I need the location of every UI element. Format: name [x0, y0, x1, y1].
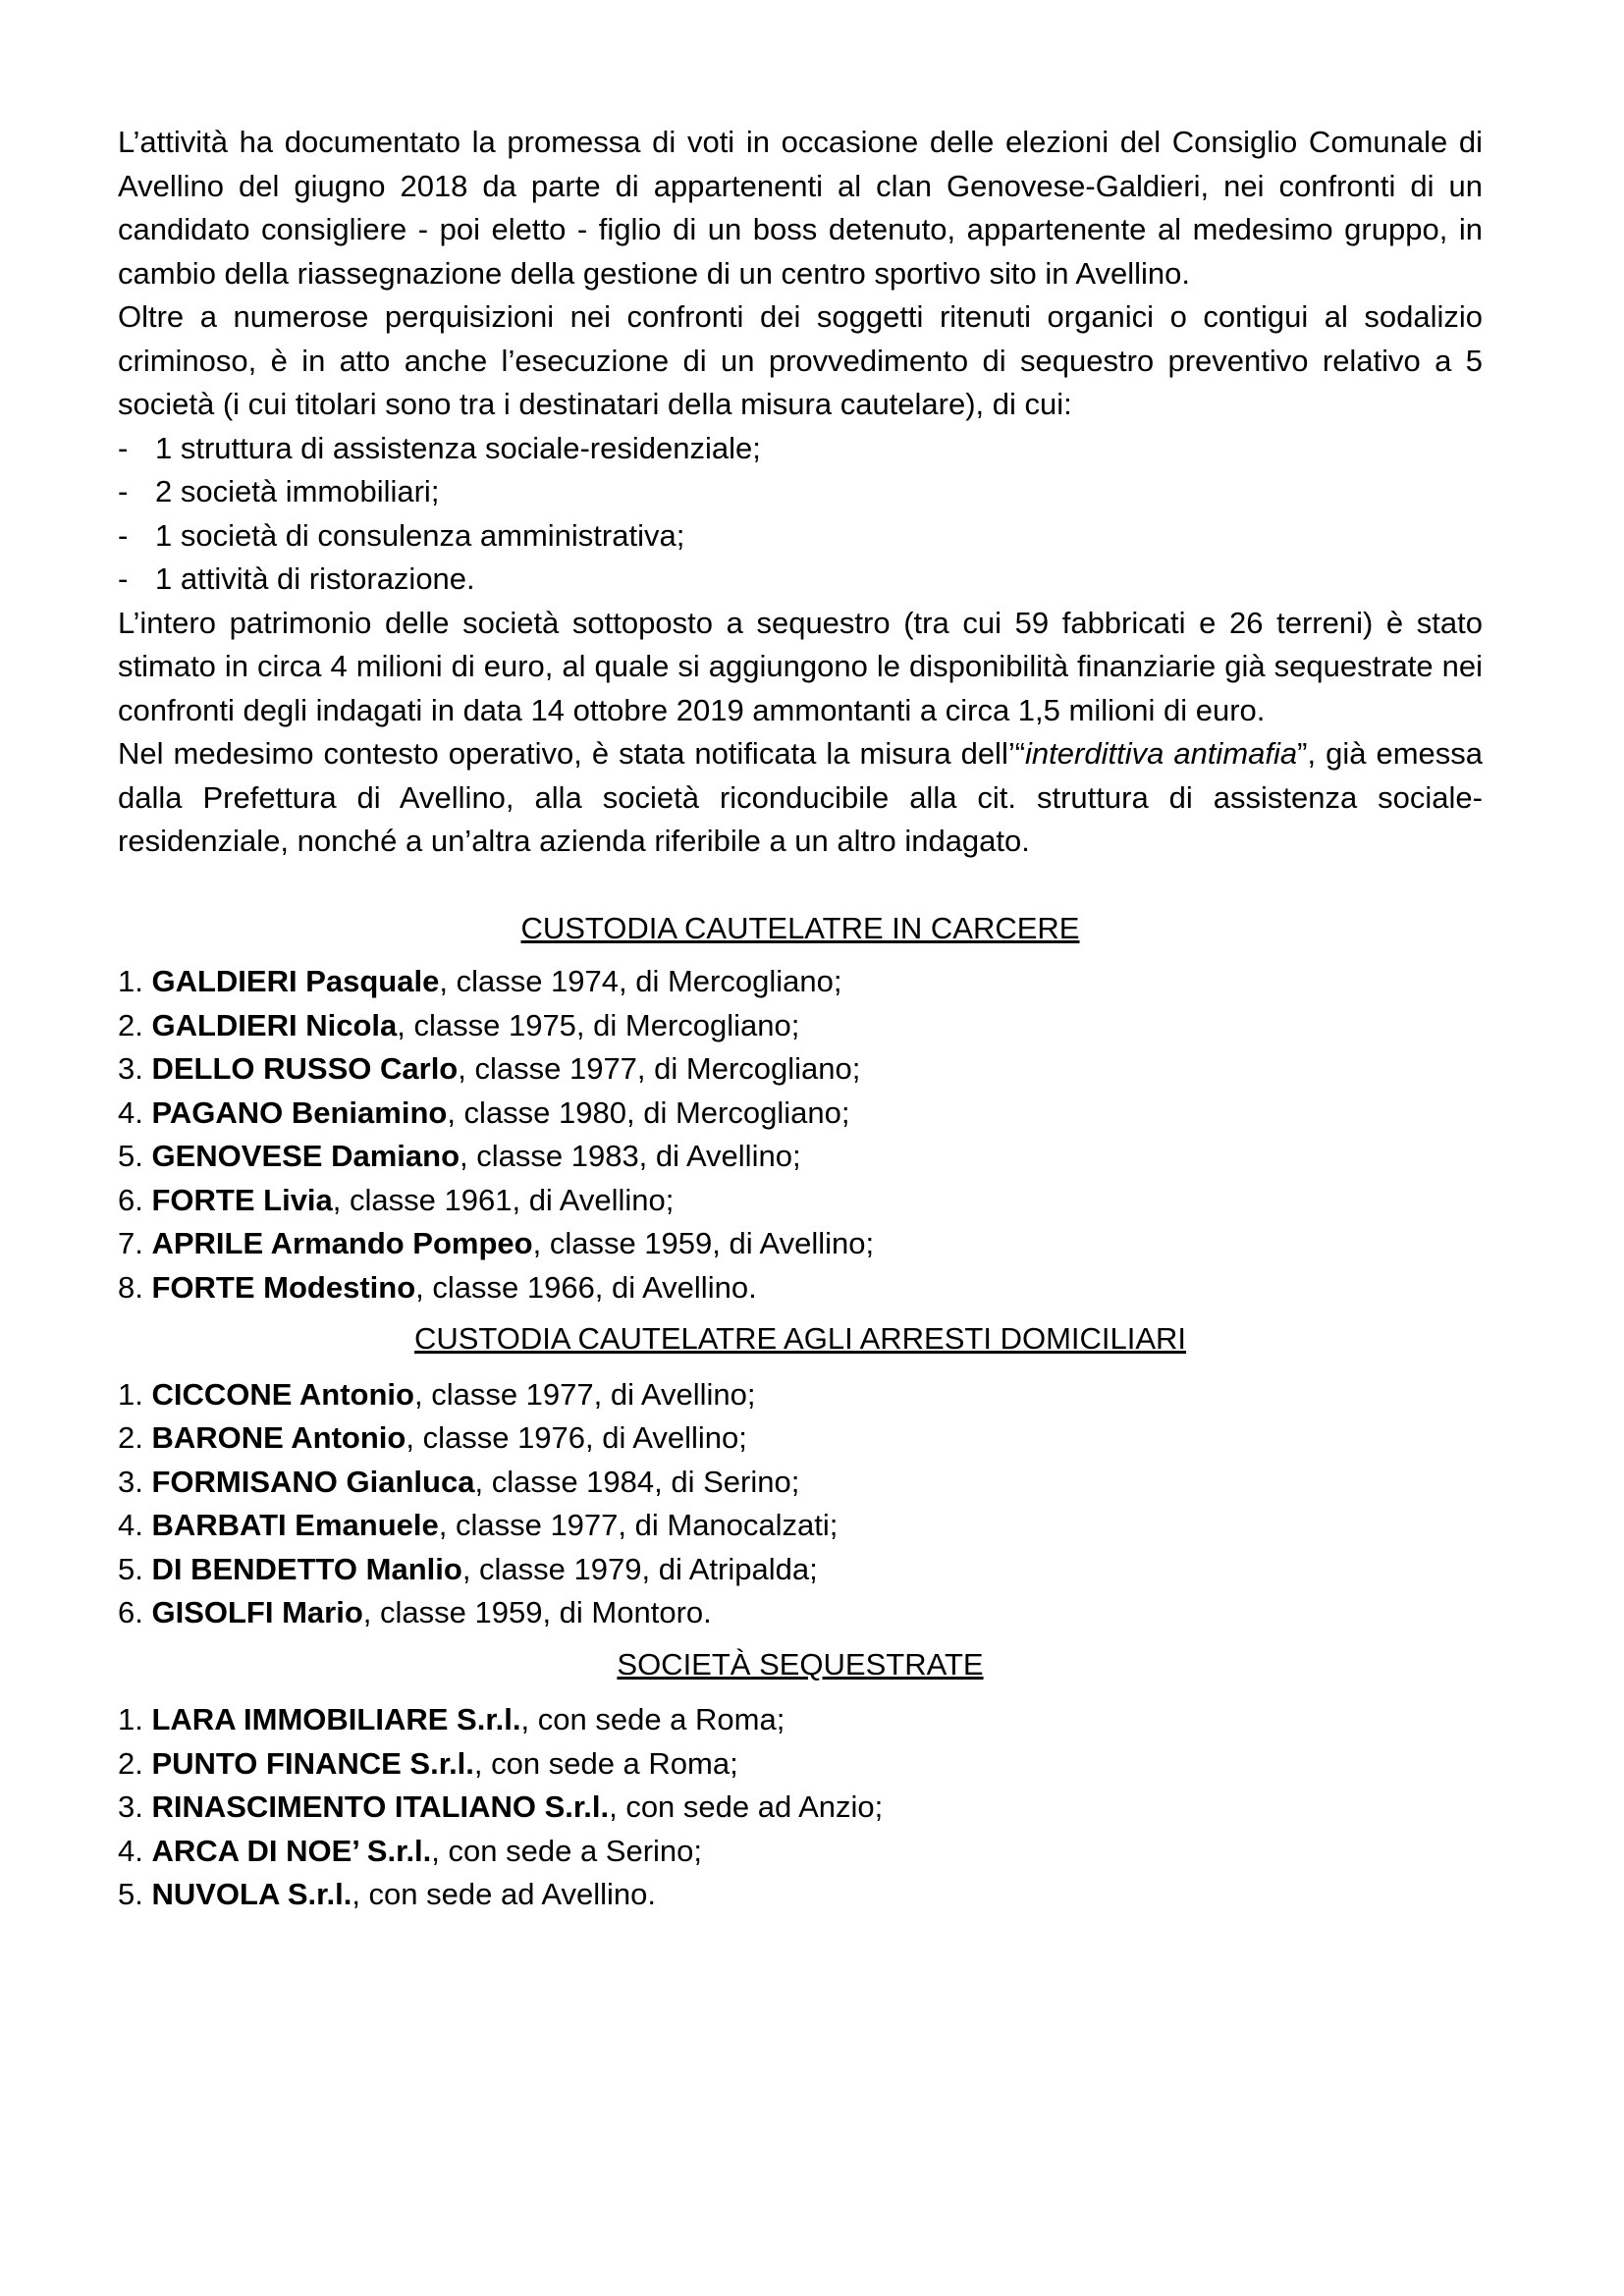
item-number: 8.: [118, 1269, 143, 1305]
person-details: , classe 1977, di Manocalzati;: [438, 1508, 839, 1542]
person-name: FORMISANO Gianluca: [151, 1464, 475, 1499]
item-number: 6.: [118, 1182, 143, 1217]
item-number: 2.: [118, 1745, 143, 1781]
list-item: [118, 1135, 1483, 1179]
person-name: DELLO RUSSO Carlo: [151, 1051, 459, 1086]
item-number: 1.: [118, 964, 143, 998]
company-name: NUVOLA S.r.l.: [151, 1877, 352, 1911]
item-number: 5.: [118, 1551, 143, 1586]
paragraph-election-promise: L’attività ha documentato la promessa di voti in occasione delle elezioni del Consiglio Comunale di Avellino del giugno 2018 da parte di appartenenti al clan Genovese-Galdieri, nei confronti di un candidato consigliere - poi eletto - figlio di un boss detenuto, appartenente al medesimo gruppo, in cambio della riassegnazione della gestione di un centro sportivo sito in Avellino.: [118, 125, 1483, 291]
person-details: , classe 1975, di Mercogliano;: [397, 1007, 800, 1042]
heading-custodia-domiciliari: CUSTODIA CAUTELATRE AGLI ARRESTI DOMICILIARI: [413, 1321, 1187, 1356]
person-details: , classe 1984, di Serino;: [474, 1464, 800, 1499]
person-name: GENOVESE Damiano: [151, 1139, 460, 1173]
document-page: [118, 121, 1483, 1917]
person-details: , classe 1977, di Avellino;: [413, 1376, 756, 1412]
company-name: PUNTO FINANCE S.r.l.: [151, 1745, 474, 1781]
company-name: LARA IMMOBILIARE S.r.l.: [151, 1702, 521, 1736]
list-item: - 2 società immobiliari;: [118, 470, 1483, 514]
person-name: FORTE Livia: [151, 1182, 333, 1217]
company-details: , con sede ad Anzio;: [609, 1789, 884, 1824]
heading-societa-sequestrate: SOCIETÀ SEQUESTRATE: [617, 1646, 984, 1682]
list-item: [118, 1416, 1483, 1461]
list-item: [118, 1092, 1483, 1136]
person-name: APRILE Armando Pompeo: [151, 1226, 533, 1260]
person-details: , classe 1966, di Avellino.: [415, 1269, 757, 1305]
interdittiva-term: interdittiva antimafia: [1025, 736, 1298, 771]
item-number: 2.: [118, 1007, 143, 1042]
list-item: [118, 1548, 1483, 1592]
seized-companies-types-list: [118, 427, 1483, 602]
person-name: BARONE Antonio: [151, 1420, 406, 1455]
person-details: , classe 1974, di Mercogliano;: [439, 964, 842, 998]
person-name: FORTE Modestino: [151, 1269, 416, 1305]
person-details: , classe 1959, di Montoro.: [362, 1595, 712, 1629]
item-number: 5.: [118, 1139, 143, 1173]
list-item: [118, 1873, 1483, 1917]
list-item: [118, 1222, 1483, 1266]
list-item: [118, 1504, 1483, 1548]
person-details: , classe 1976, di Avellino;: [406, 1420, 747, 1455]
carcere-list: [118, 960, 1483, 1309]
list-item: [118, 1742, 1483, 1787]
interdittiva-text-before: Nel medesimo contesto operativo, è stata notificata la misura dell’“: [118, 736, 1026, 771]
company-name: ARCA DI NOE’ S.r.l.: [151, 1833, 432, 1868]
person-name: DI BENDETTO Manlio: [151, 1551, 462, 1586]
list-item: [118, 1698, 1483, 1742]
list-item: [118, 1004, 1483, 1048]
domiciliari-list: [118, 1373, 1483, 1635]
person-details: , classe 1980, di Mercogliano;: [447, 1095, 850, 1130]
list-item: [118, 960, 1483, 1004]
item-number: 1.: [118, 1376, 143, 1412]
person-name: PAGANO Beniamino: [151, 1095, 448, 1130]
person-name: BARBATI Emanuele: [151, 1508, 439, 1542]
person-details: , classe 1983, di Avellino;: [460, 1139, 801, 1173]
list-item: [118, 1591, 1483, 1635]
list-item: - 1 attività di ristorazione.: [118, 558, 1483, 602]
list-item: [118, 1461, 1483, 1505]
company-name: RINASCIMENTO ITALIANO S.r.l.: [151, 1789, 610, 1824]
person-details: , classe 1979, di Atripalda;: [461, 1551, 818, 1586]
item-number: 4.: [118, 1508, 143, 1542]
heading-custodia-carcere: CUSTODIA CAUTELATRE IN CARCERE: [520, 910, 1080, 945]
paragraph-searches-seizure: Oltre a numerose perquisizioni nei confronti dei soggetti ritenuti organici o contigui al sodalizio criminoso, è in atto anche l’esecuzione di un provvedimento di sequestro preventivo relativo a 5 società (i cui titolari sono tra i destinatari della misura cautelare), di cui:: [118, 299, 1483, 421]
item-number: 3.: [118, 1051, 143, 1086]
list-item: - 1 società di consulenza amministrativa;: [118, 514, 1483, 559]
person-name: CICCONE Antonio: [151, 1376, 414, 1412]
item-number: 7.: [118, 1226, 143, 1260]
list-item: [118, 1179, 1483, 1223]
list-item: [118, 1830, 1483, 1874]
company-details: , con sede a Roma;: [473, 1745, 738, 1781]
list-item: [118, 1047, 1483, 1092]
list-item: - 1 struttura di assistenza sociale-residenziale;: [118, 427, 1483, 471]
item-number: 3.: [118, 1789, 143, 1824]
item-number: 2.: [118, 1420, 143, 1455]
item-number: 3.: [118, 1464, 143, 1499]
item-number: 1.: [118, 1702, 143, 1736]
person-details: , classe 1961, di Avellino;: [332, 1182, 675, 1217]
interdittiva-text-after: ”, già emessa dalla Prefettura di Avellino, alla società riconducibile alla cit. struttura di assistenza sociale-residenziale, nonché a un’altra azienda riferibile a un altro indagato.: [118, 736, 1484, 858]
societa-list: [118, 1698, 1483, 1917]
item-number: 4.: [118, 1833, 143, 1868]
item-number: 4.: [118, 1095, 143, 1130]
list-item: [118, 1786, 1483, 1830]
person-name: GISOLFI Mario: [151, 1595, 363, 1629]
person-details: , classe 1977, di Mercogliano;: [458, 1051, 861, 1086]
company-details: , con sede ad Avellino.: [352, 1877, 656, 1911]
person-details: , classe 1959, di Avellino;: [532, 1226, 875, 1260]
list-item: [118, 1266, 1483, 1310]
person-name: GALDIERI Pasquale: [151, 964, 440, 998]
item-number: 5.: [118, 1877, 143, 1911]
paragraph-patrimony-estimate: L’intero patrimonio delle società sottoposto a sequestro (tra cui 59 fabbricati e 26 terreni) è stato stimato in circa 4 milioni di euro, al quale si aggiungono le disponibilità finanziarie già sequestrate nei confronti degli indagati in data 14 ottobre 2019 ammontanti a circa 1,5 milioni di euro.: [118, 605, 1483, 727]
list-item: [118, 1373, 1483, 1417]
company-details: , con sede a Serino;: [431, 1833, 703, 1868]
person-name: GALDIERI Nicola: [151, 1007, 398, 1042]
paragraph-interdittiva: [118, 732, 1483, 864]
company-details: , con sede a Roma;: [520, 1702, 785, 1736]
item-number: 6.: [118, 1595, 143, 1629]
